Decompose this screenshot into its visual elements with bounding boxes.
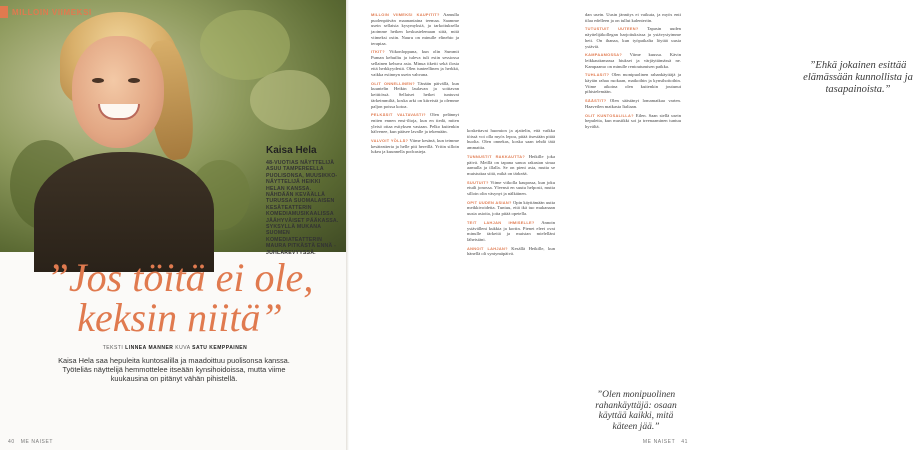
- byline-photo-label: KUVA: [175, 345, 191, 351]
- answer-text: Viime kuussa. Kävin leikkauttamassa hiukset ja värjäyttämässä ne. Kampaamo on minulle rentoutumisen paikka.: [585, 52, 681, 69]
- answer-text: Viime viikolla kaupassa, kun joku etuili jonossa. Yleensä en suutu helposti, mutta silloin olin väsynyt ja nälkäinen.: [467, 179, 555, 197]
- byline: [60, 345, 290, 351]
- qa-item: [585, 52, 681, 69]
- pull-quote-top: ”Ehkä jokainen esittää elämässään kunnollista ja tasapainoista.”: [803, 60, 913, 95]
- qa-item: [467, 246, 555, 257]
- page-number-right: 41: [681, 439, 688, 445]
- answer-text: Tänään päivällä, kun kuuntelin Heikin laulavan ja soittavan keittiössä. Sellaiset hetket tuntuvat tärkeimmiltä, koska arki on kiireistä ja olemme paljon poissa kotoa.: [371, 80, 459, 109]
- column-2: [467, 128, 555, 260]
- question-label: ITKIT?: [371, 49, 385, 55]
- byline-text-label: TEKSTI: [102, 345, 124, 351]
- pull-quote-bottom: ”Olen monipuolinen rahankäyttäjä: osaan käyttää kaikki, mitä käteen jää.”: [595, 390, 677, 432]
- question-label: ANNOIT LAHJAN?: [467, 245, 508, 251]
- qa-item: [371, 138, 459, 155]
- qa-item: [467, 220, 555, 243]
- qa-item: [467, 128, 555, 151]
- question-label: KAMPAAMOSSA?: [585, 52, 623, 58]
- question-label: SÄÄSTIT?: [585, 98, 607, 104]
- byline-text-author: LINNEA MANNER: [125, 345, 174, 351]
- question-label: VALVOIT YÖLLÄ?: [371, 138, 409, 144]
- column-1: [371, 12, 459, 158]
- qa-item: [467, 200, 555, 217]
- caption-name: Kaisa Hela: [266, 145, 317, 156]
- qa-item: [585, 12, 681, 23]
- answer-text: Heikille joka päivä. Meillä on tapana sanoa rakastan sinua aamulla ja illalla. Se on pieni asia, mutta se muistuttaa siitä, mikä on tärkeää.: [467, 153, 556, 176]
- right-page: [349, 0, 913, 450]
- answer-text: Eilen. Saan siellä usein hepuleita, kun musiikki soi ja treenaaminen tuntuu hyvältä.: [585, 112, 682, 129]
- left-page: [0, 0, 346, 450]
- answer-text: Annoin ystävälleni kukkia ja kortin. Pienet eleet ovat minulle tärkeitä ja muistan mielelläni läheisiäni.: [467, 219, 555, 242]
- question-label: OLIT ONNELLINEN?: [371, 80, 415, 86]
- answer-text: koskettavat huomion ja ajattelin, että vaikka töissä voi olla myös lepoa, pitää itsestään pitää huolta. Olen onnekas, koska saan tehdä tätä ammattia.: [467, 128, 555, 151]
- answer-text: Tapasin uuden näyttelijäkollegan harjoituksissa ja ystävystyimme heti. On ihanaa, kun työpaikalta löytää uusia ystäviä.: [585, 26, 681, 49]
- folio-right: [643, 439, 688, 445]
- folio-left: [8, 439, 53, 445]
- question-label: PELKÄSIT VALTAVASTI?: [371, 112, 426, 118]
- question-label: SUUTUIT?: [467, 179, 489, 185]
- qa-item: [371, 49, 459, 78]
- answer-text: Olen pelännyt eniten ennen ensi-iltoja, kun en tiedä, miten yleisö ottaa esityksen vastaan. Pelko kuitenkin hälvenee, kun pääsee lavalle ja tekemään.: [371, 112, 459, 135]
- answer-text: Aamulla puolenpäivän maanantaina teemaa. Saamme usein sellaisia kysymyksiä, ja tarkoituksella jaoimme hetken keskustelemaan siitä, mitä viimeksi ostin. Nauru on minulle elinehto ja terapiaa.: [371, 12, 459, 46]
- byline-photo-author: SATU KEMPPAINEN: [192, 345, 248, 351]
- qa-item: [371, 81, 459, 110]
- answer-text: dan usein. Uusin jännitys ei vaikuta, ja myös enti tilaa edelleen ja on tullut kalenteriin.: [585, 12, 681, 23]
- lede-paragraph: Kaisa Hela saa hepuleita kuntosalilla ja maadoittuu puolisonsa kanssa. Työteliäs näyttelijä hemmottelee itseään kynsihoidoissa, mutta viime kuukausina on pitänyt vähän pihistellä.: [58, 356, 290, 384]
- qa-item: [585, 98, 681, 109]
- caption-bio: 48-VUOTIAS NÄYTTELIJÄ ASUU TAMPEREELLA PUOLISONSA, MUUSIKKO-NÄYTTELIJÄ HEIKKI HELAN KANSSA. NÄHDÄÄN KEVÄÄLLÄ TURUSSA SUOMALAISEN KESÄTEATTERIN KOMEDIAMUSIKAALISSA JÄÄHYVÄISET PÄÄKASSA. SYKSYLLÄ MUKANA SUOMEN KOMEDIATEATTERIN MAURA PITKÄSTÄ ENNÄ -JUHLAREVYYSSÄ.: [266, 160, 339, 256]
- answer-text: Viime kesänä, kun teimme kesäteatteria ja helle piti hereillä. Yritin silloin lukea ja kuunnella podcasteja.: [371, 138, 459, 155]
- qa-item: [371, 112, 459, 135]
- answer-text: Opin käyttämään uutta meikkivoidetta. Tuntuu, että ikä tuo mukanaan uusia asioita, joita pitää opetella.: [467, 199, 556, 217]
- section-label: MILLOIN VIIMEKSI: [12, 7, 92, 17]
- qa-item: [371, 12, 459, 46]
- qa-item: [585, 113, 681, 130]
- section-tab: [0, 6, 92, 18]
- question-label: TUNNUSTIT RAKKAUTTA?: [467, 153, 526, 159]
- magazine-name-right: ME NAISET: [642, 439, 676, 445]
- answer-text: Kesällä Heikille, kun hänellä oli syntymäpäivä.: [467, 245, 555, 257]
- page-number-left: 40: [8, 439, 15, 445]
- question-label: OLIT KUNTOSALILLA?: [585, 112, 634, 118]
- qa-item: [467, 180, 555, 197]
- question-label: OPIT UUDEN ASIAN?: [467, 199, 512, 205]
- magazine-name-left: ME NAISET: [20, 439, 54, 445]
- question-label: TEIT LAHJAN IHMISELLE?: [467, 219, 535, 225]
- answer-text: Viikonloppuna, kun olin Summit Puman kehuiltu ja tuleva tuli esiin sessiossa sellainen kehuva asia. Minua itketti sekä ilosta että herkkyydestä. Olen tunteellinen ja herkkä, vaikka esiinnyn usein vahvana.: [371, 49, 459, 78]
- qa-item: [467, 154, 555, 177]
- column-3: [585, 12, 681, 133]
- photo-caption: [266, 145, 340, 256]
- question-label: MILLOIN VIIMEKSI KAUPITIT?: [371, 12, 440, 17]
- question-label: TUTUSTUIT UUTEEN?: [585, 26, 639, 32]
- question-label: TUHLASIT?: [585, 72, 610, 78]
- qa-item: [585, 72, 681, 95]
- headline: ”Jos töitä ei ole, keksin niitä”: [46, 255, 314, 340]
- qa-item: [585, 26, 681, 49]
- answer-text: Olen säästänyt lomamatkaa varten. Haaveilen matkasta Italiaan.: [585, 98, 681, 109]
- answer-text: Olen monipuolinen rahankäyttäjä ja käytän rahaa ruokaan, matkoihin ja kynsihoitoihin. Viime aikoina olen kuitenkin joutunut pihistelemään.: [585, 72, 681, 95]
